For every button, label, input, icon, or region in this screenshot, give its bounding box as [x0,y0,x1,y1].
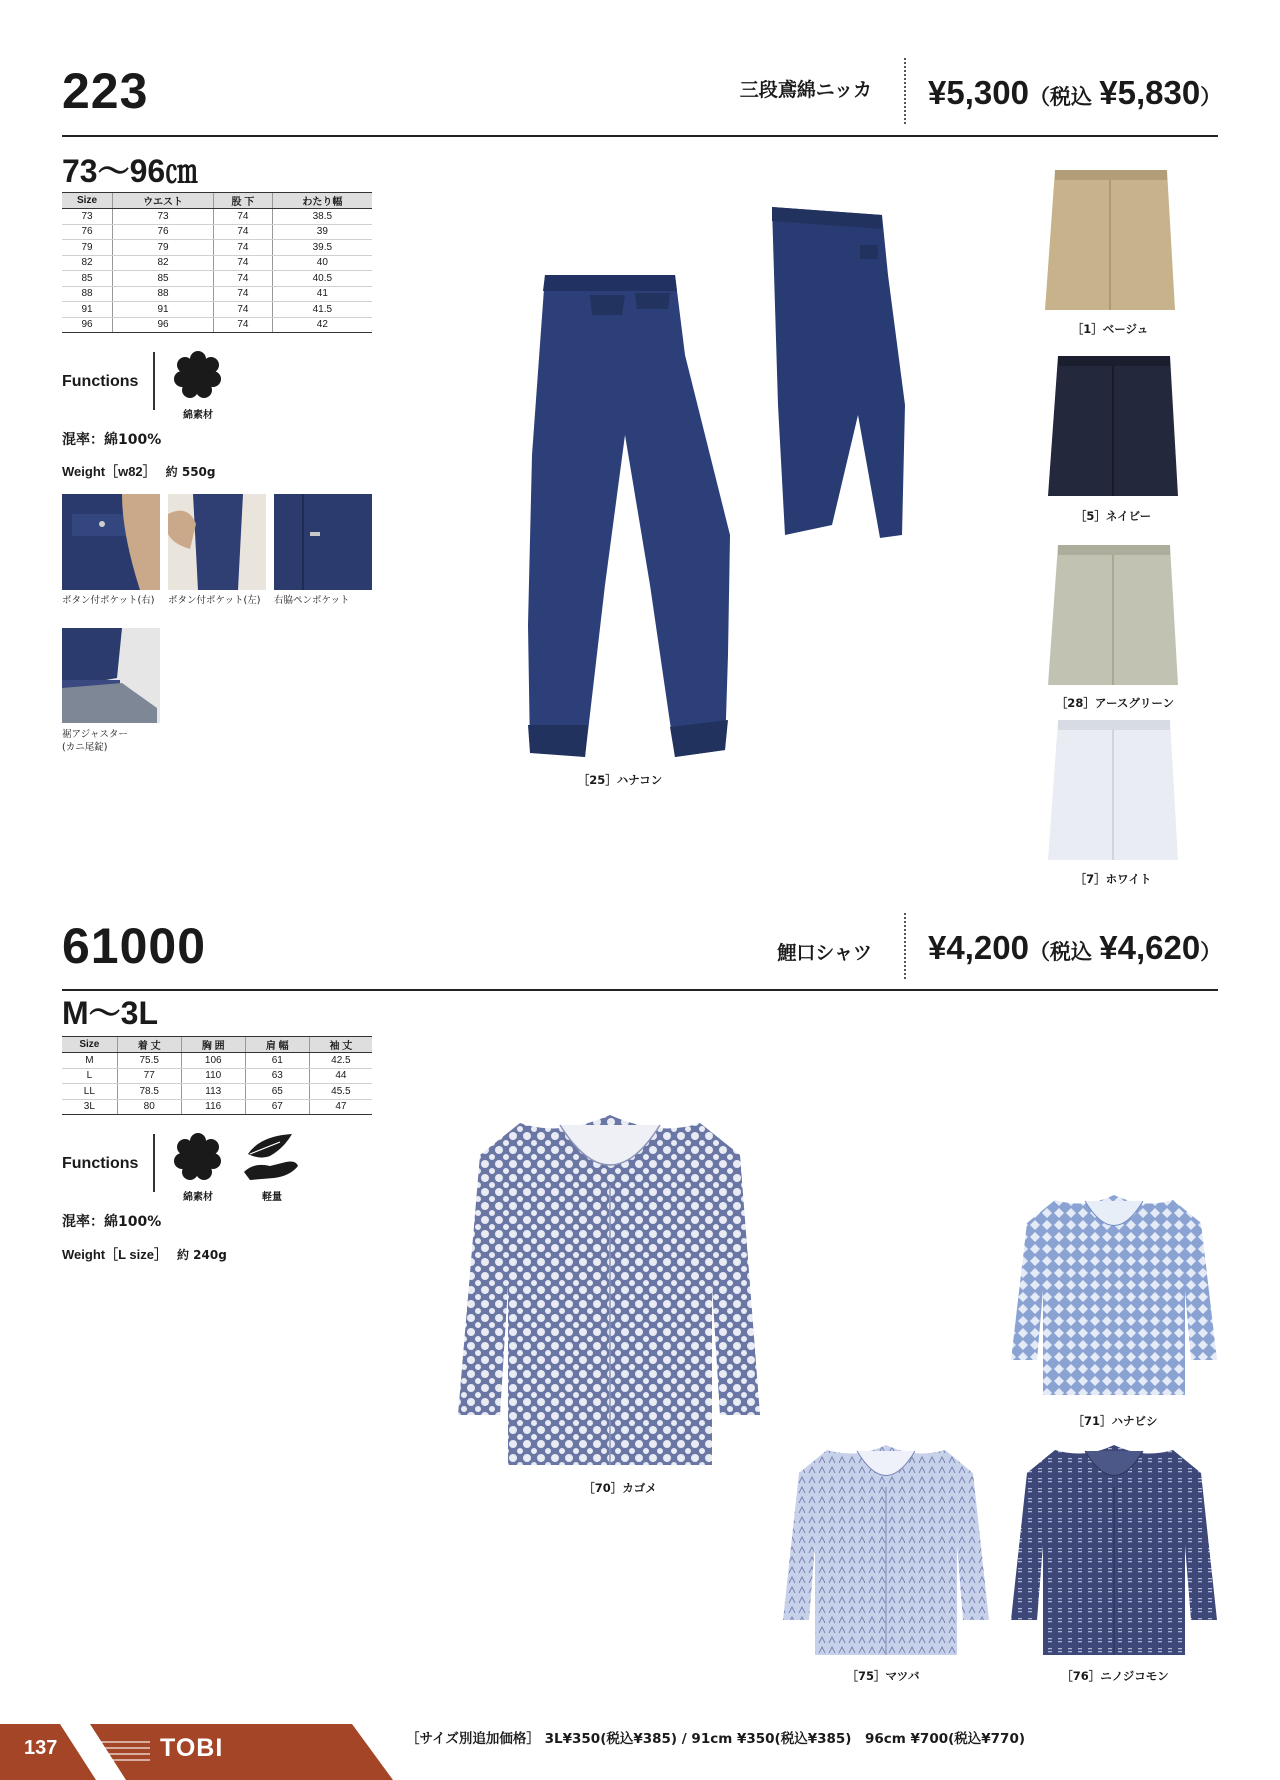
cotton-icon [170,1132,226,1184]
function-cotton [170,1132,228,1203]
table-cell: 80 [117,1099,181,1115]
table-cell: 44 [309,1068,372,1084]
table-cell: 116 [181,1099,245,1115]
table-cell: 74 [214,271,273,287]
table-cell: 63 [245,1068,309,1084]
color-photo [1048,356,1180,496]
table-cell: LL [62,1084,117,1100]
table-cell: 65 [245,1084,309,1100]
color-caption: ［7］ホワイト [1074,872,1152,886]
table-cell: 78.5 [117,1084,181,1100]
table-cell: 75.5 [117,1053,181,1069]
table-cell: 74 [214,286,273,302]
main-color-caption: ［70］カゴメ [583,1481,657,1495]
detail-photo [274,494,372,590]
table-row [62,286,372,302]
color-caption: ［75］マツバ [846,1669,920,1683]
main-product-photo [450,1115,770,1465]
function-caption: 綿素材 [183,410,213,421]
table-cell: 74 [214,317,273,333]
fabric-blend: 混率：綿100% [62,1214,162,1230]
size-surcharge-note: ［サイズ別追加価格］ 3L¥350(税込¥385) / 91cm ¥350(税込¥385) 96cm ¥700(税込¥770) [406,1731,1026,1747]
table-cell: 82 [113,255,214,271]
color-photo [1048,545,1180,685]
table-cell: 74 [214,302,273,318]
table-cell: 73 [113,209,214,225]
table-cell: 74 [214,255,273,271]
product-code: 223 [62,63,149,119]
weight-info: Weight［L size］ 約 240g [62,1247,227,1262]
table-cell: 79 [113,240,214,256]
brand-name: TOBI [160,1734,224,1762]
table-header: 肩 幅 [245,1037,309,1053]
table-cell: 73 [62,209,113,225]
detail-caption: 裾アジャスター (カニ尾錠) [62,729,128,753]
feather-hand-icon [240,1132,302,1184]
table-header: ウエスト [113,193,214,209]
color-caption: ［1］ベージュ [1071,322,1149,336]
table-row [62,302,372,318]
table-cell: 74 [214,240,273,256]
color-caption: ［71］ハナビシ [1072,1414,1158,1428]
color-photo [1005,1445,1223,1655]
table-cell: 40 [272,255,372,271]
main-color-caption: ［25］ハナコン [577,773,663,787]
table-cell: 96 [113,317,214,333]
functions-divider [153,1134,155,1192]
size-table [62,1036,372,1115]
function-cotton [170,350,228,421]
function-caption: 綿素材 [183,1192,213,1203]
table-cell: 39.5 [272,240,372,256]
weight-info: Weight［w82］ 約 550g [62,464,216,479]
table-cell: 91 [113,302,214,318]
color-photo [1005,1195,1223,1395]
color-caption: ［5］ネイビー [1074,509,1152,523]
functions-label: Functions [62,1155,139,1172]
header-divider [904,913,906,979]
product-price: ¥4,200（税込 ¥4,620） [928,929,1222,966]
table-row [62,240,372,256]
table-header: Size [62,193,113,209]
product-name: 鯉口シャツ [777,942,872,964]
color-photo [777,1445,995,1655]
table-cell: 39 [272,224,372,240]
table-header: Size [62,1037,117,1053]
table-cell: 76 [62,224,113,240]
table-row [62,255,372,271]
header-rule [62,135,1218,137]
table-cell: 113 [181,1084,245,1100]
table-header: 股 下 [214,193,273,209]
table-cell: 41 [272,286,372,302]
main-product-photo [510,205,980,770]
table-cell: 79 [62,240,113,256]
table-cell: 67 [245,1099,309,1115]
page-number: 137 [24,1737,58,1759]
header-divider [904,58,906,124]
detail-caption: ボタン付ポケット(左) [168,595,261,606]
table-cell: 82 [62,255,113,271]
table-cell: M [62,1053,117,1069]
table-row [62,1084,372,1100]
table-cell: 38.5 [272,209,372,225]
product-name: 三段鳶綿ニッカ [739,79,872,101]
table-header: 胸 囲 [181,1037,245,1053]
table-cell: 91 [62,302,113,318]
table-row [62,317,372,333]
table-cell: 40.5 [272,271,372,287]
table-cell: 42 [272,317,372,333]
cotton-icon [170,350,226,402]
detail-photo [168,494,266,590]
fabric-blend: 混率：綿100% [62,432,162,448]
table-row [62,209,372,225]
header-rule [62,989,1218,991]
table-row [62,1068,372,1084]
table-cell: L [62,1068,117,1084]
table-header: わたり幅 [272,193,372,209]
table-header: 着 丈 [117,1037,181,1053]
detail-caption: ボタン付ポケット(右) [62,595,155,606]
detail-photo [62,628,160,723]
table-row [62,224,372,240]
table-cell: 88 [62,286,113,302]
function-caption: 軽量 [262,1192,282,1203]
function-lightweight [240,1132,302,1203]
detail-caption: 右脇ペンポケット [274,595,350,606]
table-header: 袖 丈 [309,1037,372,1053]
size-range: M〜3L [62,995,159,1031]
functions-label: Functions [62,373,139,390]
color-caption: ［28］アースグリーン [1055,696,1175,710]
functions-divider [153,352,155,410]
table-cell: 88 [113,286,214,302]
table-cell: 76 [113,224,214,240]
table-cell: 85 [113,271,214,287]
product-code: 61000 [62,918,207,974]
table-cell: 3L [62,1099,117,1115]
color-photo [1048,720,1180,860]
table-row [62,1053,372,1069]
table-cell: 106 [181,1053,245,1069]
detail-photo [62,494,160,590]
table-cell: 110 [181,1068,245,1084]
table-cell: 77 [117,1068,181,1084]
table-cell: 41.5 [272,302,372,318]
size-table [62,192,372,333]
table-cell: 61 [245,1053,309,1069]
table-row [62,271,372,287]
table-cell: 45.5 [309,1084,372,1100]
product-price: ¥5,300（税込 ¥5,830） [928,74,1222,111]
table-cell: 47 [309,1099,372,1115]
color-caption: ［76］ニノジコモン [1061,1669,1169,1683]
color-photo [1045,170,1177,310]
table-cell: 42.5 [309,1053,372,1069]
table-cell: 74 [214,224,273,240]
table-cell: 85 [62,271,113,287]
table-row [62,1099,372,1115]
table-cell: 96 [62,317,113,333]
table-cell: 74 [214,209,273,225]
size-range: 73〜96㎝ [62,153,198,189]
